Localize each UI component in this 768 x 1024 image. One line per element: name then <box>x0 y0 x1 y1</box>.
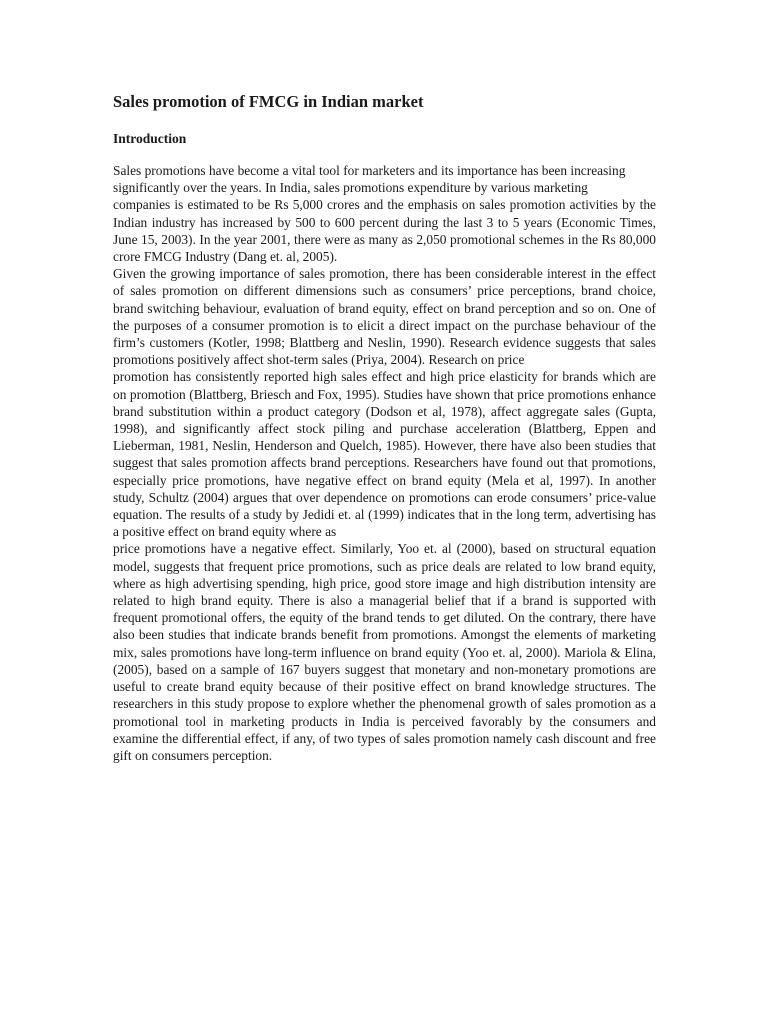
document-title: Sales promotion of FMCG in Indian market <box>113 92 424 111</box>
paragraph-5: price promotions have a negative effect. Similarly, Yoo et. al (2000), based on structural equation model, suggests that frequent price promotions, such as price deals are related to low brand equity, where as high advertising spending, high price, good store image and high distribution intensity are related to high brand equity. There is also a managerial belief that if a brand is supported with frequent promotional offers, the equity of the brand tends to get diluted. On the contrary, there have also been studies that indicate brands benefit from promotions. Amongst the elements of marketing mix, sales promotions have long-term influence on brand equity (Yoo et. al, 2000). Mariola & Elina, (2005), based on a sample of 167 buyers suggest that monetary and non-monetary promotions are useful to create brand equity because of their positive effect on brand knowledge structures. The researchers in this study propose to explore whether the phenomenal growth of sales promotion as a promotional tool in marketing products in India is perceived favorably by the consumers and examine the differential effect, if any, of two types of sales promotion namely cash discount and free gift on consumers perception. <box>113 541 656 763</box>
paragraph-2: companies is estimated to be Rs 5,000 crores and the emphasis on sales promotion activities by the Indian industry has increased by 500 to 600 percent during the last 3 to 5 years (Economic Times, June 15, 2003). In the year 2001, there were as many as 2,050 promotional schemes in the Rs 80,000 crore FMCG Industry (Dang et. al, 2005). <box>113 197 656 265</box>
document-page <box>113 92 656 764</box>
section-heading-introduction: Introduction <box>113 131 187 146</box>
paragraph-4: promotion has consistently reported high sales effect and high price elasticity for brands which are on promotion (Blattberg, Briesch and Fox, 1995). Studies have shown that price promotions enhance brand substitution within a product category (Dodson et al, 1978), affect aggregate sales (Gupta, 1998), and significantly affect stock piling and purchase acceleration (Blattberg, Eppen and Lieberman, 1981, Neslin, Henderson and Quelch, 1985). However, there have also been studies that suggest that sales promotion affects brand perceptions. Researchers have found out that promotions, especially price promotions, have negative effect on brand equity (Mela et al, 1997). In another study, Schultz (2004) argues that over dependence on promotions can erode consumers’ price-value equation. The results of a study by Jedidi et. al (1999) indicates that in the long term, advertising has a positive effect on brand equity where as <box>113 369 656 540</box>
paragraph-3: Given the growing importance of sales promotion, there has been considerable interest in the effect of sales promotion on different dimensions such as consumers’ price perceptions, brand choice, brand switching behaviour, evaluation of brand equity, effect on brand perception and so on. One of the purposes of a consumer promotion is to elicit a direct impact on the purchase behaviour of the firm’s customers (Kotler, 1998; Blattberg and Neslin, 1990). Research evidence suggests that sales promotions positively affect shot-term sales (Priya, 2004). Research on price <box>113 266 656 368</box>
paragraph-1: Sales promotions have become a vital tool for marketers and its importance has been increasing significantly over the years. In India, sales promotions expenditure by various marketing <box>113 163 626 196</box>
